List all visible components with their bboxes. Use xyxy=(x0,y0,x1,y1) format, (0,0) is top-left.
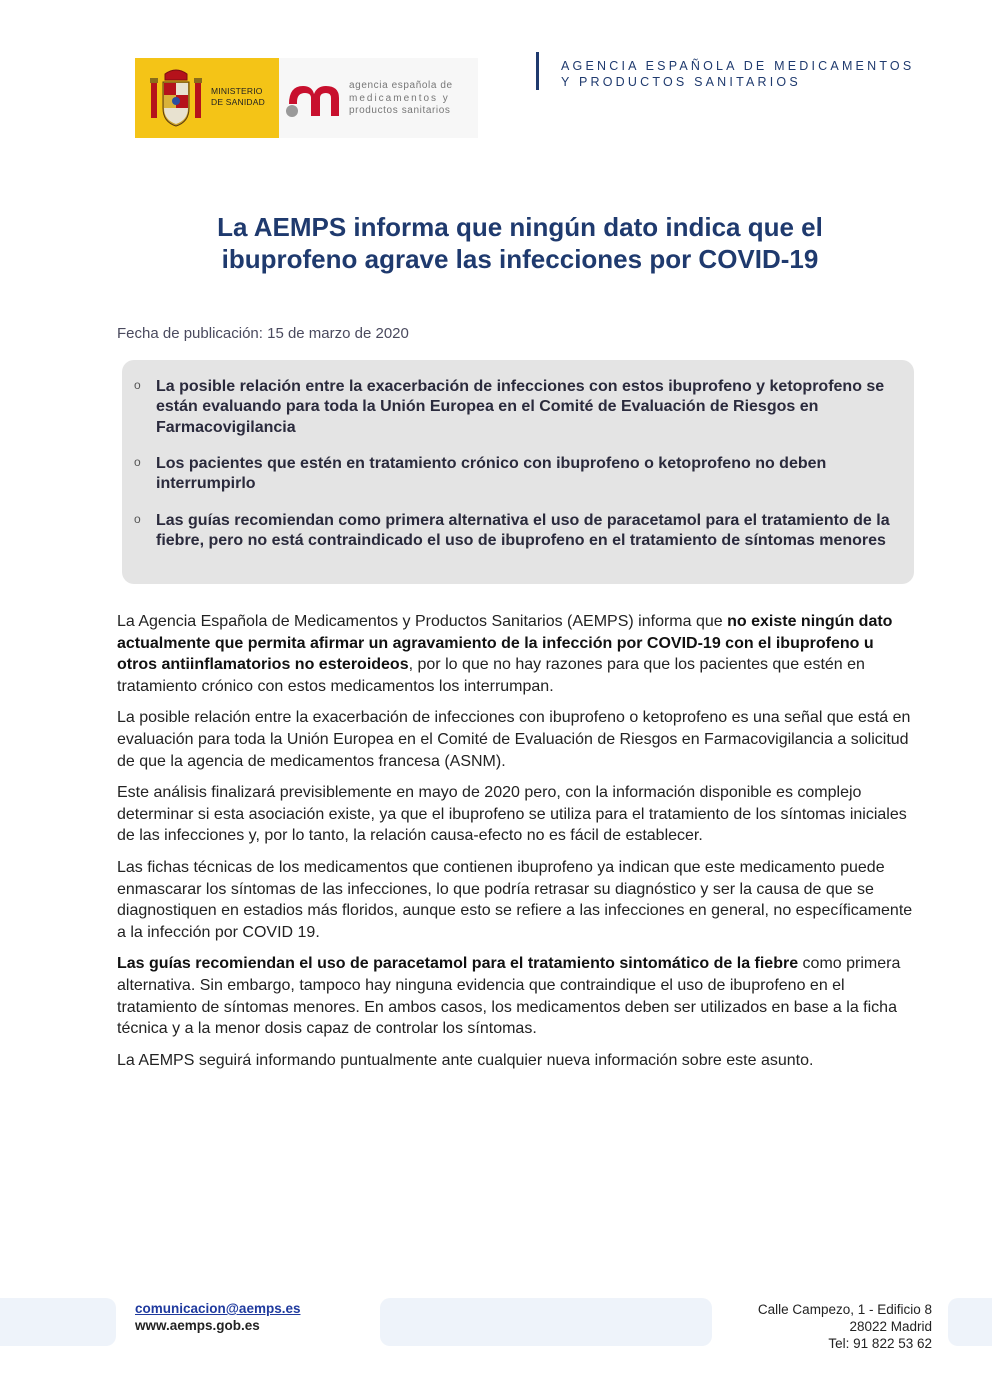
p5-bold: Las guías recomiendan el uso de paracetamol para el tratamiento sintomático de la fiebre xyxy=(117,955,799,973)
aemps-mark-icon xyxy=(285,80,343,120)
agency-line-2: Y PRODUCTOS SANITARIOS xyxy=(561,75,801,89)
agency-name xyxy=(561,58,914,90)
aemps-logo-line-2: medicamentos y xyxy=(349,92,450,104)
footer-decoration-middle xyxy=(380,1298,712,1346)
ministry-name xyxy=(211,86,265,108)
p1-text-b: , por lo que no hay razones para que los pacientes que estén en tratamiento crónico con estos medicamentos los interrumpan. xyxy=(117,656,865,695)
bullet-icon: o xyxy=(134,455,141,469)
paragraph-6: La AEMPS seguirá informando puntualmente ante cualquier nueva información sobre este asunto. xyxy=(117,1051,814,1069)
footer-decoration-right xyxy=(948,1298,992,1346)
article-body xyxy=(117,611,917,1081)
summary-box xyxy=(122,360,914,584)
agency-line-1: AGENCIA ESPAÑOLA DE MEDICAMENTOS xyxy=(561,59,915,73)
publication-date: Fecha de publicación: 15 de marzo de 2020 xyxy=(117,325,409,342)
p1-bold: no existe ningún dato actualmente que permita afirmar un agravamiento de la infección por COVID-19 con el ibuprofeno u otros antiinflamatorios no esteroideos xyxy=(117,613,893,674)
title-line-1: La AEMPS informa que ningún dato indica que el xyxy=(217,212,823,242)
aemps-logo-line-1: agencia española de xyxy=(349,80,453,91)
paragraph-4: Las fichas técnicas de los medicamentos que contienen ibuprofeno ya indican que este medicamento puede enmascarar los síntomas de las infecciones, lo que podría retrasar su diagnóstico y ser la causa de que se diagnostiquen en estadios más floridos, aunque esto se refiere a las infecciones en general, no específicamente a la infección por COVID 19. xyxy=(117,858,913,941)
paragraph-1 xyxy=(117,611,917,697)
ministry-line-1: MINISTERIO xyxy=(211,86,263,96)
footer-address xyxy=(758,1301,932,1352)
page-title xyxy=(120,211,920,275)
address-line-1: Calle Campezo, 1 - Edificio 8 xyxy=(757,1302,932,1317)
aemps-logo xyxy=(279,58,478,138)
coat-of-arms-icon xyxy=(149,68,203,130)
summary-item: La posible relación entre la exacerbación de infecciones con estos ibuprofeno y ketoprofeno se están evaluando para toda la Unión Europea en el Comité de Evaluación de Riesgos en Farmacovigilancia xyxy=(156,378,885,436)
aemps-logo-line-3: productos sanitarios xyxy=(349,105,451,116)
bullet-icon: o xyxy=(134,378,141,392)
footer-phone: Tel: 91 822 53 62 xyxy=(828,1336,932,1351)
p1-text-a: La Agencia Española de Medicamentos y Productos Sanitarios (AEMPS) informa que xyxy=(117,613,728,630)
paragraph-5 xyxy=(117,953,917,1039)
bullet-icon: o xyxy=(134,512,141,526)
paragraph-3: Este análisis finalizará previsiblemente en mayo de 2020 pero, con la información disponible es complejo determinar si esta asociación existe, ya que el ibuprofeno se utiliza para el tratamiento de los síntomas iniciales de las infecciones y, por lo tanto, la relación causa-efecto no es fácil de establecer. xyxy=(117,784,907,845)
summary-item: Los pacientes que estén en tratamiento crónico con ibuprofeno o ketoprofeno no deben interrumpirlo xyxy=(156,455,827,493)
paragraph-2: La posible relación entre la exacerbación de infecciones con ibuprofeno o ketoprofeno es una señal que está en evaluación para toda la Unión Europea en el Comité de Evaluación de Riesgos en Farmacovigilancia a solicitud de que la agencia de medicamentos francesa (ASNM). xyxy=(117,709,911,770)
ministry-line-2: DE SANIDAD xyxy=(211,97,265,107)
footer-email-link[interactable]: comunicacion@aemps.es xyxy=(135,1301,301,1316)
summary-item: Las guías recomiendan como primera alternativa el uso de paracetamol para el tratamiento de la fiebre, pero no está contraindicado el uso de ibuprofeno en el tratamiento de síntomas menores xyxy=(156,512,890,550)
header-logos xyxy=(135,58,478,138)
header-divider xyxy=(536,52,539,90)
p5-text: como primera alternativa. Sin embargo, tampoco hay ninguna evidencia que contraindique el uso de ibuprofeno en el tratamiento de síntomas menores. En ambos casos, los medicamentos deben ser utilizados en base a la ficha técnica y a la menor dosis capaz de controlar los síntomas. xyxy=(117,955,901,1038)
address-line-2: 28022 Madrid xyxy=(849,1319,932,1334)
ministry-logo xyxy=(135,58,279,138)
footer-website[interactable]: www.aemps.gob.es xyxy=(135,1318,260,1333)
footer-decoration-left xyxy=(0,1298,116,1346)
title-line-2: ibuprofeno agrave las infecciones por COVID-19 xyxy=(221,244,819,274)
aemps-logo-text xyxy=(349,80,453,118)
